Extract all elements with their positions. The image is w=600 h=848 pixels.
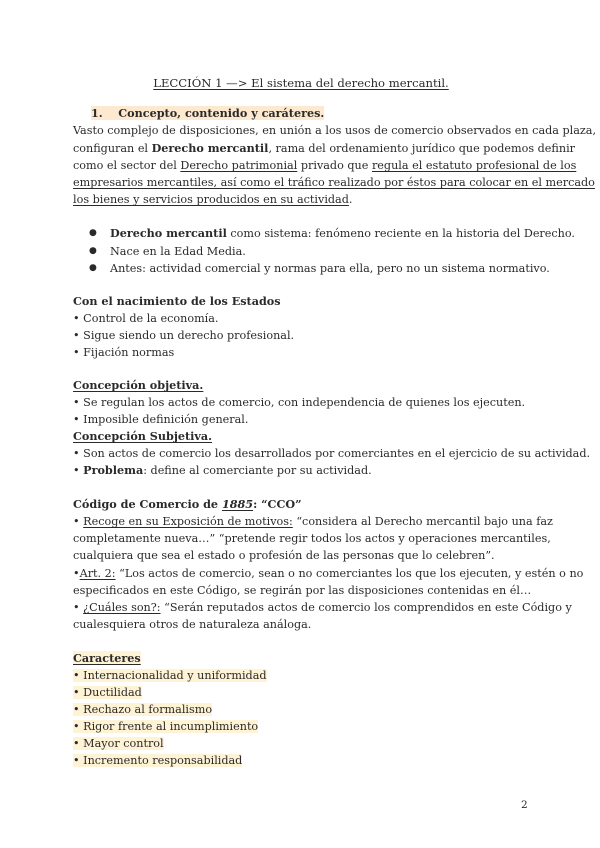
list-item: • Son actos de comercio los desarrollados por comerciantes en el ejercicio de su actividad. (73, 447, 591, 460)
term-derecho-patrimonial: Derecho patrimonial (180, 159, 298, 172)
list-item: • Rigor frente al incumplimiento (73, 720, 259, 733)
page-number: 2 (521, 799, 528, 811)
subheading: Código de Comercio de 1885: “CCO” (73, 497, 302, 511)
paragraph-line: cualquiera que sea el estado o profesión de las personas que lo celebren”. (73, 549, 495, 562)
paragraph-line: los bienes y servicios producidos en su actividad. (73, 193, 353, 206)
section-heading (91, 106, 324, 121)
bullet-icon: ● (89, 228, 97, 238)
list-item: • Control de la economía. (73, 312, 219, 325)
paragraph-line: especificados en este Código, se regirán por las disposiciones contenidas en él… (73, 584, 532, 597)
page-title: LECCIÓN 1 —> El sistema del derecho mercantil. (153, 76, 449, 90)
bullet-icon: ● (89, 263, 97, 273)
section-number: 1. (91, 106, 103, 120)
section-title: Concepto, contenido y caráteres. (118, 106, 325, 120)
subheading: Con el nacimiento de los Estados (73, 294, 281, 308)
paragraph-line: configuran el Derecho mercantil, rama del ordenamiento jurídico que podemos definir (73, 141, 575, 155)
paragraph-line: empresarios mercantiles, así como el tráfico realizado por éstos para colocar en el mercado (73, 176, 595, 189)
list-item: • Imposible definición general. (73, 413, 249, 426)
paragraph-line: cualesquiera otros de naturaleza análoga. (73, 618, 312, 631)
subheading: Concepción objetiva. (73, 378, 204, 392)
subheading: Concepción Subjetiva. (73, 429, 213, 443)
term-derecho-mercantil: Derecho mercantil (151, 141, 269, 155)
paragraph-line: completamente nueva…” “pretende regir todos los actos y operaciones mercantiles, (73, 532, 551, 545)
list-item: • Ductilidad (73, 686, 142, 699)
paragraph-line: • ¿Cuáles son?: “Serán reputados actos de comercio los comprendidos en este Código y (73, 601, 572, 614)
list-item: • Internacionalidad y uniformidad (73, 669, 267, 682)
list-item: • Fijación normas (73, 346, 175, 359)
paragraph-line: •Art. 2: “Los actos de comercio, sean o no comerciantes los que los ejecuten, y estén o no (73, 567, 584, 580)
paragraph-line: • Recoge en su Exposición de motivos: “considera al Derecho mercantil bajo una faz (73, 515, 553, 528)
bullet-icon: ● (89, 246, 97, 256)
list-item: • Sigue siendo un derecho profesional. (73, 329, 295, 342)
list-item: • Rechazo al formalismo (73, 703, 213, 716)
list-item: • Mayor control (73, 737, 164, 750)
paragraph-line: como el sector del Derecho patrimonial privado que regula el estatuto profesional de los (73, 159, 577, 172)
list-item: • Problema: define al comerciante por su actividad. (73, 463, 372, 477)
list-item: • Incremento responsabilidad (73, 754, 243, 767)
subheading: Caracteres (73, 651, 141, 665)
list-item: • Se regulan los actos de comercio, con independencia de quienes los ejecuten. (73, 396, 526, 409)
paragraph-line: Vasto complejo de disposiciones, en unión a los usos de comercio observados en cada plaza, (73, 124, 597, 137)
